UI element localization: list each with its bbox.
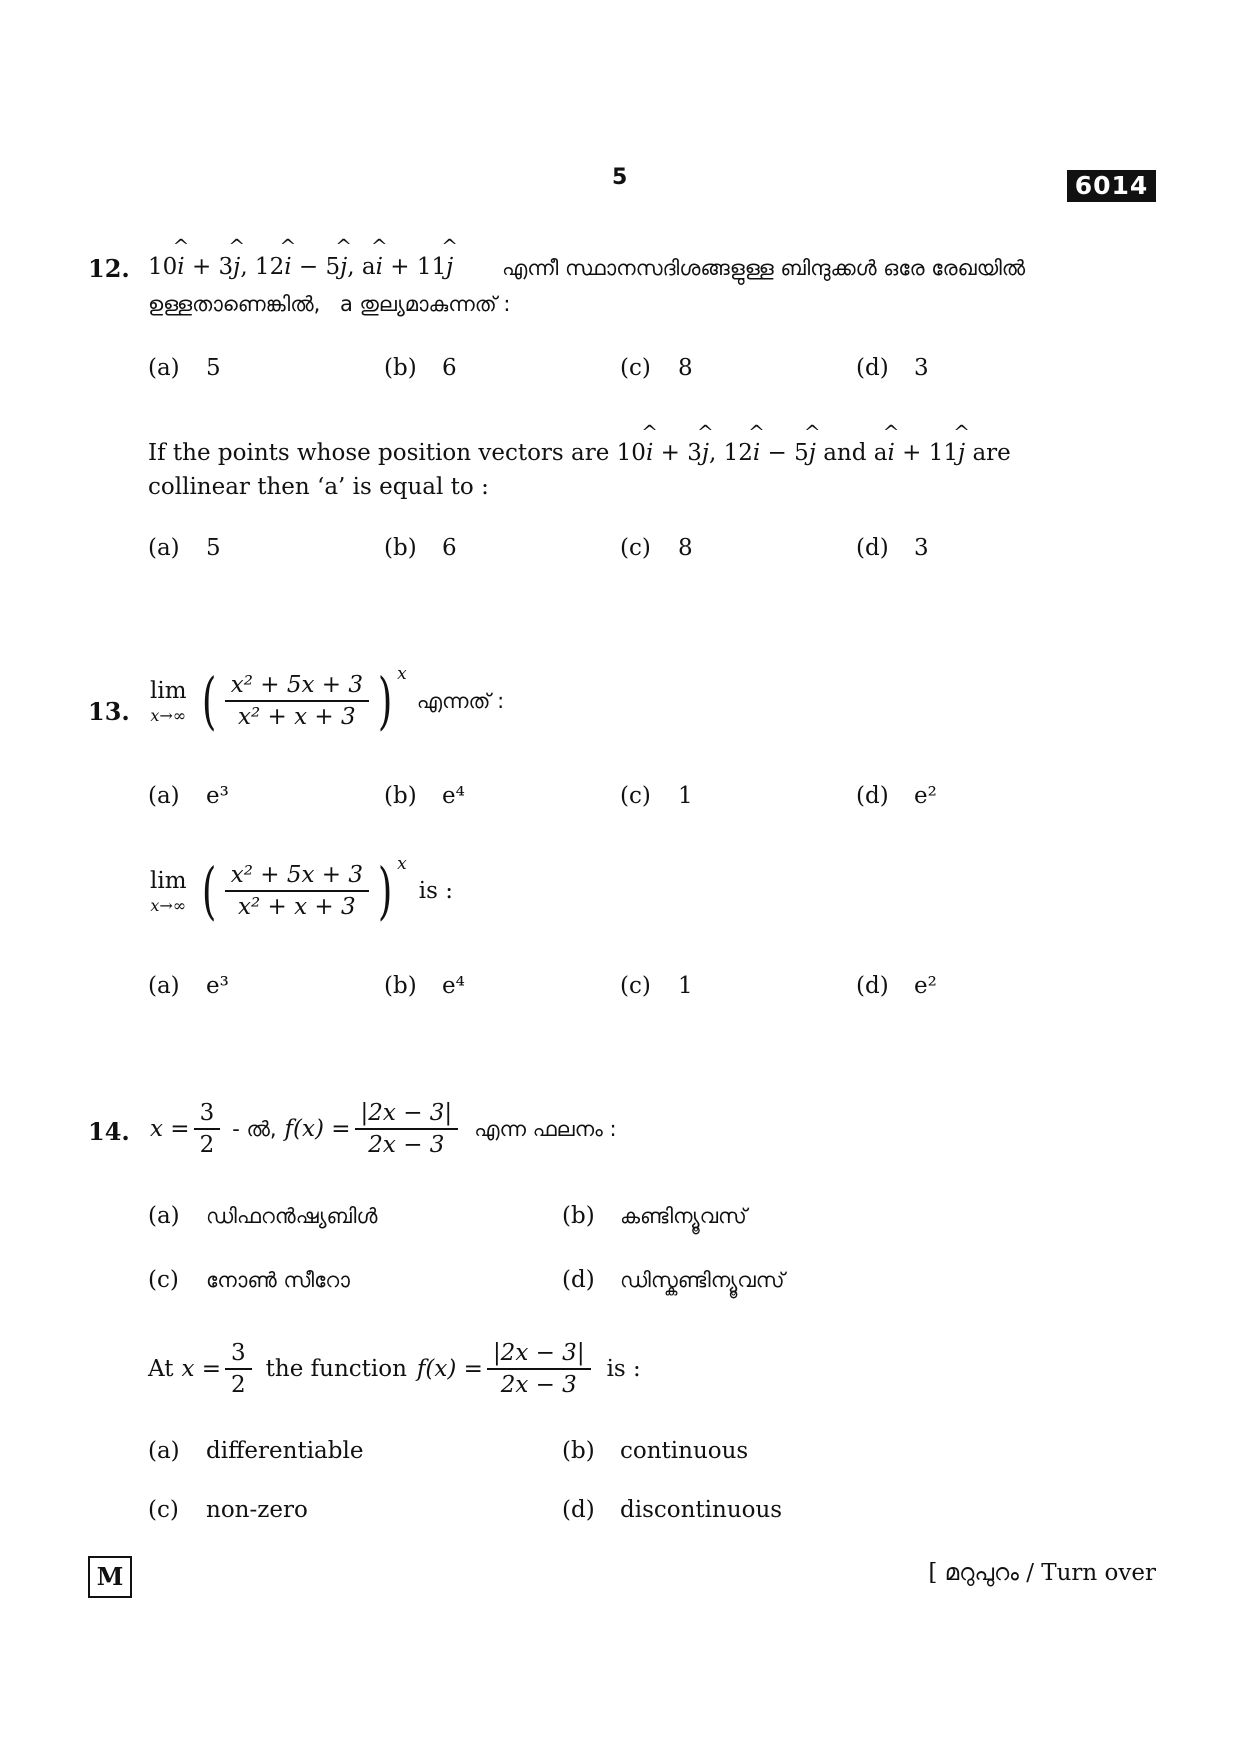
q14-en-option-c: (c) non-zero <box>148 1497 308 1523</box>
q13-en-option-a: (a) e³ <box>148 973 229 999</box>
q13-ml-option-a: (a) e³ <box>148 783 229 809</box>
q13-ml-option-b: (b) e⁴ <box>384 783 465 809</box>
q13-limit-expression-en: lim x→∞ ( $\frac{\text{x² + 5x + 3}}{\text{x² + x + 3}}$ ) x is : <box>150 854 453 927</box>
q12-vectors-ml: 10i ^ + 3j ^ , 12i ^ − 5j ^ , ai ^ + 11j ^ <box>148 234 459 280</box>
q13-en-option-d: (d) e² <box>856 973 937 999</box>
paper-code-badge: 6014 <box>1067 170 1156 202</box>
q14-en-option-b: (b) continuous <box>562 1438 749 1464</box>
q12-ml-option-a: (a) 5 <box>148 355 221 381</box>
q12-ml-option-d: (d) 3 <box>856 355 929 381</box>
q14-ml-option-c: (c) നോൺ സീറോ <box>148 1267 350 1293</box>
q14-function-expression-ml: x = $\frac{3}{2}$ - ൽ, f(x) = $\frac{|2x - 3|}{2x - 3}$ എന്ന ഫലനം : <box>150 1100 617 1159</box>
q13-en-option-c: (c) 1 <box>620 973 693 999</box>
q13-ml-option-c: (c) 1 <box>620 783 693 809</box>
q12-en-option-b: (b) 6 <box>384 535 457 561</box>
q12-ml-text-line2: ഉള്ളതാണെങ്കിൽ, <box>148 292 321 316</box>
q12-en-text-line1: If the points whose position vectors are 10i ^ + 3j ^ , 12i ^ − 5j ^ and ai ^ + 11j ^ are <box>148 420 1011 466</box>
q14-ml-option-d: (d) ഡിസ്കണ്ടിന്യൂവസ് <box>562 1267 785 1293</box>
q14-en-option-d: (d) discontinuous <box>562 1497 783 1523</box>
q13-en-option-b: (b) e⁴ <box>384 973 465 999</box>
page-number: 5 <box>612 165 628 190</box>
q13-limit-expression-ml: lim x→∞ ( $\frac{\text{x² + 5x + 3}}{\text{x² + x + 3}}$ ) x എന്നത് : <box>150 664 505 737</box>
q12-ml-option-c: (c) 8 <box>620 355 693 381</box>
q14-function-expression-en: At x = $\frac{3}{2}$ the function f(x) = $\frac{|2x - 3|}{2x - 3}$ is : <box>148 1340 641 1399</box>
q12-ml-text-line3: a തുല്യമാകുന്നത് : <box>340 292 511 316</box>
q12-en-option-d: (d) 3 <box>856 535 929 561</box>
question-number-12: 12. <box>88 254 130 283</box>
q13-ml-option-d: (d) e² <box>856 783 937 809</box>
turn-over-note: [ മറുപുറം / Turn over <box>928 1560 1156 1586</box>
q12-ml-option-b: (b) 6 <box>384 355 457 381</box>
q12-ml-text-line1: എന്നീ സ്ഥാനസദിശങ്ങളുള്ള ബിന്ദുക്കൾ ഒരേ രേഖയിൽ <box>502 256 1026 280</box>
medium-marker-box: M <box>88 1556 132 1598</box>
q14-en-option-a: (a) differentiable <box>148 1438 364 1464</box>
q14-ml-option-b: (b) കണ്ടിന്യൂവസ് <box>562 1203 747 1229</box>
question-number-13: 13. <box>88 697 130 726</box>
q12-en-option-a: (a) 5 <box>148 535 221 561</box>
question-number-14: 14. <box>88 1117 130 1146</box>
q12-en-option-c: (c) 8 <box>620 535 693 561</box>
q12-en-text-line2: collinear then ‘a’ is equal to : <box>148 474 489 500</box>
q14-ml-option-a: (a) ഡിഫറൻഷ്യബിൾ <box>148 1203 378 1229</box>
